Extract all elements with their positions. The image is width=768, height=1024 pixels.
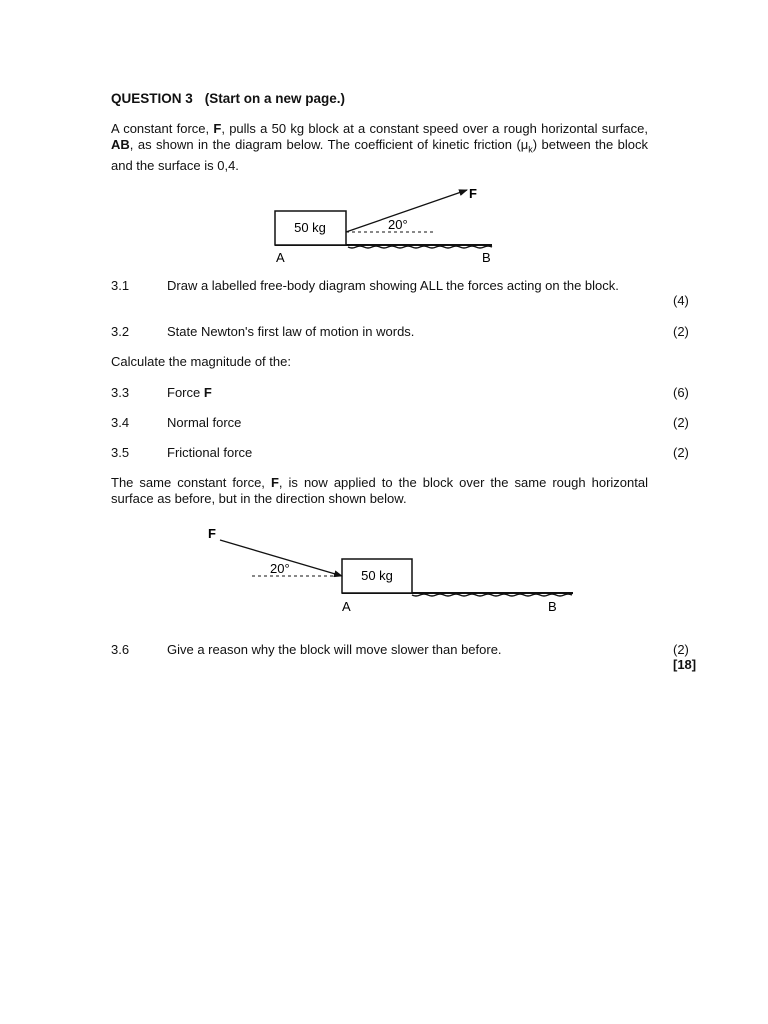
angle-label: 20°	[270, 561, 290, 576]
second-text-2: , is now applied to the block over the same rough horizontal surface as before, but in the direction shown below.	[111, 475, 648, 506]
force-label: F	[208, 526, 216, 541]
block-label: 50 kg	[294, 220, 326, 235]
point-b-label: B	[482, 250, 491, 265]
q34-text: Normal force	[167, 415, 242, 430]
q32-text: State Newton's first law of motion in words.	[167, 324, 415, 339]
rough-surface-hatch	[412, 594, 572, 596]
q34-number: 3.4	[111, 415, 130, 430]
q35-text: Frictional force	[167, 445, 253, 460]
q33-text-plain: Force	[167, 385, 204, 400]
diagram-pushing-block	[0, 520, 768, 620]
q33-number: 3.3	[111, 385, 130, 400]
second-text-1: The same constant force,	[111, 475, 271, 490]
block-label: 50 kg	[361, 568, 393, 583]
q33-marks: (6)	[673, 385, 689, 400]
question-heading	[111, 91, 345, 106]
rough-surface-hatch	[348, 246, 492, 248]
q31-marks: (4)	[673, 293, 689, 308]
q31-text: Draw a labelled free-body diagram showing ALL the forces acting on the block.	[167, 278, 619, 293]
calc-intro: Calculate the magnitude of the:	[111, 354, 291, 369]
angle-label: 20°	[388, 217, 408, 232]
point-b-label: B	[548, 599, 557, 614]
question-subtitle: (Start on a new page.)	[204, 91, 346, 106]
intro-surface-symbol: AB	[111, 136, 130, 152]
force-label: F	[469, 186, 477, 201]
second-paragraph	[111, 475, 648, 506]
q33-force-symbol: F	[203, 385, 212, 400]
q32-marks: (2)	[673, 324, 689, 339]
intro-text-3: , as shown in the diagram below. The coefficient of kinetic friction (μ	[129, 136, 529, 152]
q34-marks: (2)	[673, 415, 689, 430]
intro-force-symbol: F	[213, 121, 222, 136]
q31-number: 3.1	[111, 278, 130, 293]
q35-marks: (2)	[673, 445, 689, 460]
intro-text-2: , pulls a 50 kg block at a constant speed over a rough horizontal surface,	[221, 121, 648, 136]
total-marks: [18]	[673, 657, 697, 672]
intro-paragraph	[111, 121, 648, 173]
q36-marks: (2)	[673, 642, 689, 657]
intro-subscript-k: k	[528, 144, 533, 155]
q36-text: Give a reason why the block will move slower than before.	[167, 642, 502, 657]
point-a-label: A	[276, 250, 285, 265]
q32-number: 3.2	[111, 324, 130, 339]
intro-text-1: A constant force,	[111, 121, 214, 136]
q36-number: 3.6	[111, 642, 130, 657]
question-title: QUESTION 3	[111, 91, 193, 106]
q35-number: 3.5	[111, 445, 130, 460]
second-force-symbol: F	[270, 475, 279, 490]
point-a-label: A	[342, 599, 351, 614]
intro-text-4: ) between the block and the surface is 0,4.	[111, 136, 649, 173]
q33-text	[167, 385, 212, 401]
diagram-pulling-block	[0, 180, 768, 270]
